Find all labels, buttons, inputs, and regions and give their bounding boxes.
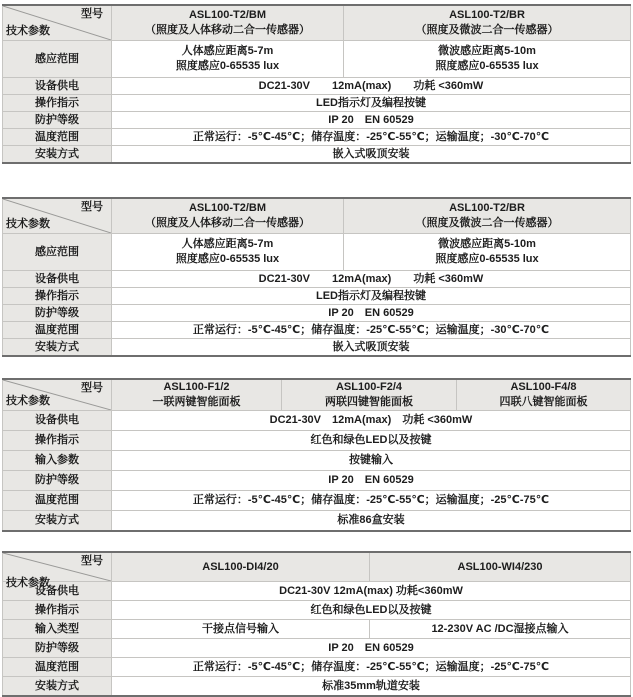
model-name: ASL100-T2/BM xyxy=(188,202,267,214)
column-header xyxy=(457,379,631,411)
spec-value-cell: 红色和绿色LED以及按键 xyxy=(112,431,631,451)
table-row xyxy=(3,198,631,234)
row-label: 设备供电 xyxy=(3,78,112,95)
row-label: 温度范围 xyxy=(3,129,112,146)
corner-model-label: 型号 xyxy=(81,382,103,394)
table-row xyxy=(3,234,631,271)
model-subtitle: 两联四键智能面板 xyxy=(325,396,413,408)
column-header xyxy=(112,552,370,582)
table-row xyxy=(3,41,631,78)
spec-value-line: 微波感应距离5-10m xyxy=(438,238,536,250)
row-label: 输入参数 xyxy=(3,451,112,471)
row-label: 安装方式 xyxy=(3,146,112,164)
table-row xyxy=(3,471,631,491)
row-label: 防护等级 xyxy=(3,112,112,129)
row-label: 操作指示 xyxy=(3,601,112,620)
spec-value-cell: IP 20 EN 60529 xyxy=(112,639,631,658)
spec-value-cell: DC21-30V 12mA(max) 功耗 <360mW xyxy=(112,411,631,431)
corner-params-label: 技术参数 xyxy=(6,25,50,37)
row-label: 设备供电 xyxy=(3,271,112,288)
spec-value-cell: 嵌入式吸顶安装 xyxy=(112,146,631,164)
row-label: 感应范围 xyxy=(3,41,112,78)
spec-value-line: 人体感应距离5-7m xyxy=(181,238,274,250)
spec-value-cell: 12-230V AC /DC湿接点输入 xyxy=(370,620,631,639)
spec-value-cell: 正常运行：-5℃-45℃；储存温度：-25℃-55℃；运输温度；-25℃-75℃ xyxy=(112,658,631,677)
column-header xyxy=(112,5,344,41)
corner-params-label: 技术参数 xyxy=(6,218,50,230)
spec-value-cell: LED指示灯及编程按键 xyxy=(112,288,631,305)
table-row xyxy=(3,271,631,288)
table-row xyxy=(3,379,631,411)
spec-value-cell xyxy=(344,234,631,271)
spec-value-cell: 红色和绿色LED以及按键 xyxy=(112,601,631,620)
column-header xyxy=(112,379,282,411)
spec-value-cell: 干接点信号输入 xyxy=(112,620,370,639)
table-row xyxy=(3,491,631,511)
model-subtitle: （照度及微波二合一传感器） xyxy=(415,217,559,229)
table-row xyxy=(3,288,631,305)
spec-value-line: 照度感应0-65535 lux xyxy=(175,253,280,265)
spec-value-line: 人体感应距离5-7m xyxy=(181,45,274,57)
spec-value-line: 照度感应0-65535 lux xyxy=(175,60,280,72)
spec-value-line: 照度感应0-65535 lux xyxy=(435,60,539,72)
spec-value-cell xyxy=(112,234,344,271)
table-row xyxy=(3,431,631,451)
table-row xyxy=(3,112,631,129)
spec-value-cell: IP 20 EN 60529 xyxy=(112,112,631,129)
row-label: 设备供电 xyxy=(3,582,112,601)
model-name: ASL100-T2/BM xyxy=(188,9,267,21)
spec-value-cell: 按键输入 xyxy=(112,451,631,471)
table-row xyxy=(3,582,631,601)
table-row xyxy=(3,601,631,620)
corner-model-label: 型号 xyxy=(81,555,103,567)
column-header xyxy=(112,198,344,234)
table-row xyxy=(3,620,631,639)
spec-value-cell: 标准35mm轨道安装 xyxy=(112,677,631,697)
spec-value-cell: 正常运行：-5℃-45℃；储存温度：-25℃-55℃；运输温度；-30℃-70℃ xyxy=(112,322,631,339)
corner-params-label: 技术参数 xyxy=(6,395,50,407)
spec-value-cell: DC21-30V 12mA(max) 功耗<360mW xyxy=(112,582,631,601)
column-header xyxy=(282,379,457,411)
corner-cell xyxy=(3,379,112,411)
corner-model-label: 型号 xyxy=(81,201,103,213)
table-row xyxy=(3,639,631,658)
table-row xyxy=(3,146,631,164)
row-label: 温度范围 xyxy=(3,491,112,511)
spec-value-cell: IP 20 EN 60529 xyxy=(112,471,631,491)
spec-value-cell xyxy=(112,41,344,78)
spec-value-cell: 正常运行：-5℃-45℃；储存温度：-25℃-55℃；运输温度；-30℃-70℃ xyxy=(112,129,631,146)
row-label: 防护等级 xyxy=(3,639,112,658)
spec-value-cell: IP 20 EN 60529 xyxy=(112,305,631,322)
model-name: ASL100-F2/4 xyxy=(335,381,403,393)
row-label: 温度范围 xyxy=(3,658,112,677)
row-label: 安装方式 xyxy=(3,511,112,532)
row-label: 安装方式 xyxy=(3,339,112,357)
model-name: ASL100-F1/2 xyxy=(163,381,230,393)
corner-params-label: 技术参数 xyxy=(6,577,50,589)
corner-cell xyxy=(3,552,112,589)
model-name: ASL100-T2/BR xyxy=(449,202,525,214)
spec-value-line: 微波感应距离5-10m xyxy=(438,45,536,57)
model-subtitle: 四联八键智能面板 xyxy=(499,396,588,408)
column-header xyxy=(344,198,631,234)
row-label: 输入类型 xyxy=(3,620,112,639)
row-label: 防护等级 xyxy=(3,471,112,491)
model-subtitle: 一联两键智能面板 xyxy=(152,396,241,408)
spec-value-line: 照度感应0-65535 lux xyxy=(435,253,539,265)
table-row xyxy=(3,451,631,471)
table-row xyxy=(3,511,631,532)
table-row xyxy=(3,78,631,95)
spec-table-sensor-2 xyxy=(2,197,631,357)
corner-model-label: 型号 xyxy=(81,8,103,20)
spec-value-cell: LED指示灯及编程按键 xyxy=(112,95,631,112)
table-row xyxy=(3,305,631,322)
model-name: ASL100-T2/BR xyxy=(449,9,525,21)
table-row xyxy=(3,129,631,146)
table-row xyxy=(3,552,631,582)
spec-value-cell: 嵌入式吸顶安装 xyxy=(112,339,631,357)
model-subtitle: （照度及人体移动二合一传感器） xyxy=(145,24,310,36)
spec-value-cell xyxy=(344,41,631,78)
spec-value-cell: DC21-30V 12mA(max) 功耗 <360mW xyxy=(112,271,631,288)
table-row xyxy=(3,95,631,112)
row-label: 安装方式 xyxy=(3,677,112,697)
model-subtitle: （照度及微波二合一传感器） xyxy=(415,24,559,36)
spec-value-cell: 标准86盒安装 xyxy=(112,511,631,532)
spec-table-sensor-1 xyxy=(2,4,631,164)
table-row xyxy=(3,411,631,431)
model-name: ASL100-DI4/20 xyxy=(202,560,279,573)
row-label: 操作指示 xyxy=(3,431,112,451)
row-label: 设备供电 xyxy=(3,411,112,431)
spec-table-io-modules xyxy=(2,551,631,697)
table-row xyxy=(3,339,631,357)
spec-sheet xyxy=(0,4,633,697)
corner-cell xyxy=(3,198,112,234)
corner-cell xyxy=(3,5,112,41)
table-row xyxy=(3,5,631,41)
table-row xyxy=(3,677,631,697)
row-label: 操作指示 xyxy=(3,288,112,305)
spec-table-panels xyxy=(2,378,631,532)
row-label: 防护等级 xyxy=(3,305,112,322)
spec-value-cell: 正常运行：-5℃-45℃；储存温度：-25℃-55℃；运输温度；-25℃-75℃ xyxy=(112,491,631,511)
model-subtitle: （照度及人体移动二合一传感器） xyxy=(145,217,310,229)
spec-value-cell: DC21-30V 12mA(max) 功耗 <360mW xyxy=(112,78,631,95)
model-name: ASL100-F4/8 xyxy=(510,381,577,393)
row-label: 操作指示 xyxy=(3,95,112,112)
table-row xyxy=(3,658,631,677)
row-label: 温度范围 xyxy=(3,322,112,339)
model-name: ASL100-WI4/230 xyxy=(457,560,543,573)
column-header xyxy=(370,552,631,582)
column-header xyxy=(344,5,631,41)
row-label: 感应范围 xyxy=(3,234,112,271)
table-row xyxy=(3,322,631,339)
